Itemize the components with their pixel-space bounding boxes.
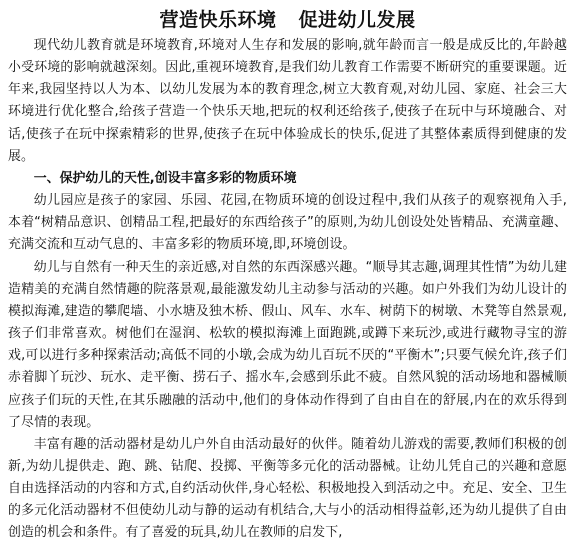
section-1-paragraph-3: 丰富有趣的活动器材是幼儿户外自由活动最好的伙伴。随着幼儿游戏的需要,教师们积极的创新,为幼儿提供走、跑、跳、钻爬、投掷、平衡等多元化的活动器械。让幼儿凭自己的兴趣和意愿自由选择活动的内容和方式,自约活动伙伴,身心轻松、积极地投入到活动之中。充足、安全、卫生的多元化活动器材不但使幼儿动与静的运动有机结合,大与小的活动相得益彰,还为幼儿提供了自由创造的机会和条件。有了喜爱的玩具,幼儿在教师的启发下,: [8, 436, 567, 541]
document-title: [8, 7, 567, 33]
title-part-1: 营造快乐环境: [159, 9, 277, 31]
section-1-paragraph-1: 幼儿园应是孩子的家园、乐园、花园,在物质环境的创设过程中,我们从孩子的观察视角入手,本着“树精品意识、创精品工程,把最好的东西给孩子”的原则,为幼儿创设处处皆精品、充满童趣、充满交流和互动气息的、丰富多彩的物质环境,即,环境创设。: [8, 193, 567, 253]
section-1-heading: 一、保护幼儿的天性,创设丰富多彩的物质环境: [33, 170, 297, 186]
section-1-paragraph-2: 幼儿与自然有一种天生的亲近感,对自然的东西深感兴趣。“顺导其志趣,调理其性情”为幼儿建造精美的充满自然情趣的院落景观,最能激发幼儿主动参与活动的兴趣。如户外我们为幼儿设计的模拟海滩,建造的攀爬墙、小水塘及独木桥、假山、风车、水车、树荫下的树墩、木凳等自然景观,孩子们非常喜欢。树他们在湿润、松软的模拟海滩上面跑跳,或蹲下来玩沙,或进行藏物寻宝的游戏,可以进行多种探索活动;高低不同的小墩,会成为幼儿百玩不厌的“平衡木”;只要气候允许,孩子们赤着脚丫玩沙、玩水、走平衡、捞石子、摇水车,会感到乐此不疲。自然风貌的活动场地和器械顺应孩子们玩的天性,在其乐融融的活动中,他们的身体动作得到了自由自在的舒展,内在的欢乐得到了尽情的表现。: [8, 259, 567, 430]
intro-paragraph: 现代幼儿教育就是环境教育,环境对人生存和发展的影响,就年龄而言一般是成反比的,年龄越小受环境的影响就越深刻。因此,重视环境教育,是我们幼儿教育工作需要不断研究的重要课题。近年来,我园坚持以人为本、以幼儿发展为本的教育理念,树立大教育观,对幼儿园、家庭、社会三大环境进行优化整合,给孩子营造一个快乐天地,把玩的权利还给孩子,使孩子在玩中与环境融合、对话,使孩子在玩中探索精彩的世界,使孩子在玩中体验成长的快乐,促进了其整体素质得到健康的发展。: [8, 38, 567, 164]
title-part-2: 促进幼儿发展: [298, 9, 416, 31]
